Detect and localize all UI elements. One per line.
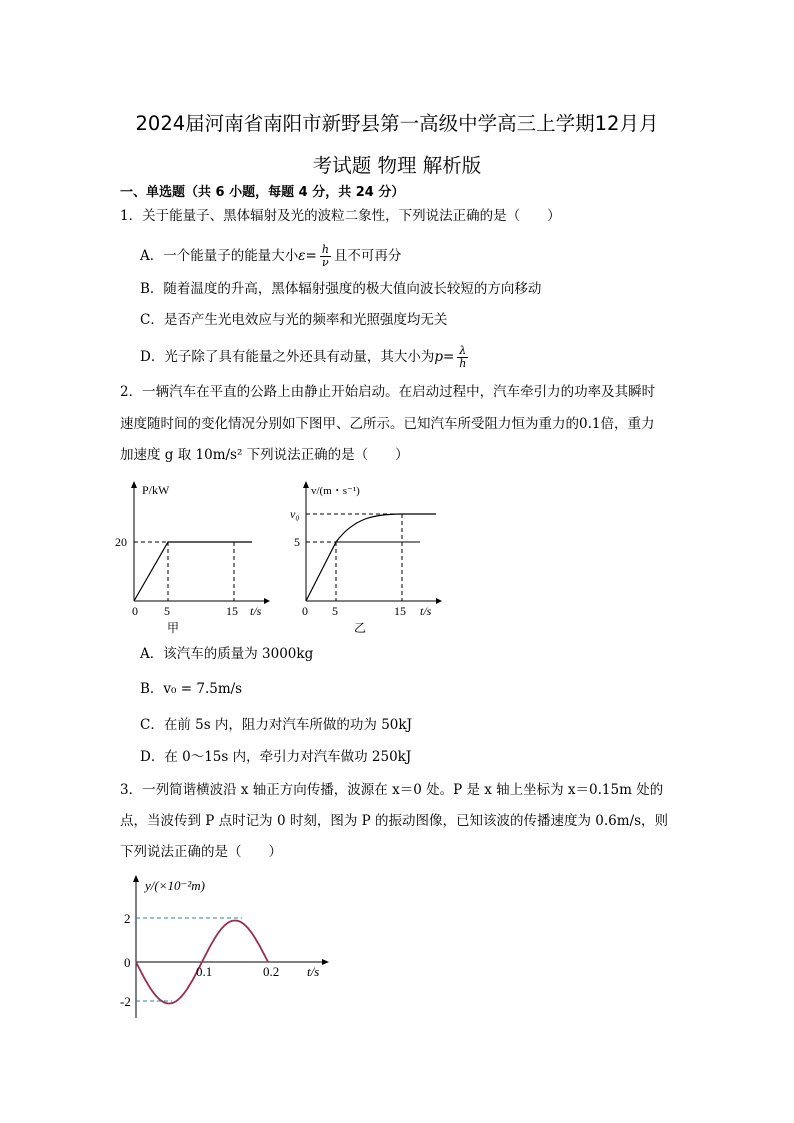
graph-a-origin: 0 xyxy=(132,604,138,618)
graph-a-ytick-20: 20 xyxy=(115,535,127,549)
graph-q3-xtick-0.1: 0.1 xyxy=(196,964,213,979)
graph-b-xlabel: t/s xyxy=(420,604,432,618)
graph-q3-ylabel: y/(×10⁻²m) xyxy=(145,878,205,893)
section-heading: 一、单选题（共 6 小题，每题 4 分，共 24 分） xyxy=(120,185,405,200)
document-title-line1: 2024届河南省南阳市新野县第一高级中学高三上学期12月月 xyxy=(135,112,659,135)
graph-a-xtick-5: 5 xyxy=(164,604,170,618)
graph-a-caption: 甲 xyxy=(167,621,180,635)
q3-stem-line1: 3．一列简谐横波沿 x 轴正方向传播，波源在 x＝0 处。P 是 x 轴上坐标为 x＝0.15m 处的 xyxy=(120,782,664,798)
q2-stem-line3: 加速度 g 取 10m/s² 下列说法正确的是（ ） xyxy=(120,447,409,463)
q1-d-fraction: $\frac{\lambda}{h}$ xyxy=(459,344,467,370)
q1-option-b: B．随着温度的升高，黑体辐射强度的极大值向波长较短的方向移动 xyxy=(140,281,542,297)
graph-b-ytick-5: 5 xyxy=(294,535,300,549)
q1-a-fraction: $\frac{h}{\nu}$ xyxy=(321,243,329,269)
q2-option-c: C．在前 5s 内，阻力对汽车所做的功为 50kJ xyxy=(140,717,412,733)
q2-option-b: B．v₀ = 7.5m/s xyxy=(140,681,243,697)
graph-a-ylabel: P/kW xyxy=(142,483,170,497)
q2-option-d: D．在 0～15s 内，牵引力对汽车做功 250kJ xyxy=(140,749,412,765)
q2-stem-line2: 速度随时间的变化情况分别如下图甲、乙所示。已知汽车所受阻力恒为重力的0.1倍，重力 xyxy=(120,416,655,432)
q3-stem-line3: 下列说法正确的是（ ） xyxy=(120,844,282,860)
graph-q3-ytick-2: 2 xyxy=(124,911,131,926)
power-time-graph xyxy=(112,476,272,636)
velocity-time-graph xyxy=(284,476,444,636)
q3-stem-line2: 点，当波传到 P 点时记为 0 时刻，图为 P 的振动图像，已知该波的传播速度为 0.6m/s，则 xyxy=(120,813,669,829)
q1-option-d: D．光子除了具有能量之外还具有动量，其大小为p= $\frac{\lambda}{h}$ xyxy=(140,344,467,370)
graph-b-ylabel: v/(m・s⁻¹) xyxy=(311,485,360,497)
document-title-line2: 考试题 物理 解析版 xyxy=(312,154,482,177)
q1-option-a: A．一个能量子的能量大小ε= $\frac{h}{\nu}$ 且不可再分 xyxy=(140,243,402,269)
graph-b-xtick-15: 15 xyxy=(394,604,406,618)
graph-q3-xlabel: t/s xyxy=(307,964,320,979)
graph-a-xlabel: t/s xyxy=(250,604,262,618)
graph-b-xtick-5: 5 xyxy=(332,604,338,618)
q1-option-c: C．是否产生光电效应与光的频率和光照强度均无关 xyxy=(140,312,448,328)
q2-stem-line1: 2．一辆汽车在平直的公路上由静止开始启动。在启动过程中，汽车牵引力的功率及其瞬时 xyxy=(120,384,656,400)
graph-q3-ytick-0: 0 xyxy=(124,955,131,970)
graph-b-caption: 乙 xyxy=(354,621,367,635)
graph-a-xtick-15: 15 xyxy=(226,604,238,618)
graph-b-origin: 0 xyxy=(302,604,308,618)
graph-q3-ytick-neg2: -2 xyxy=(120,994,131,1009)
q1-stem: 1．关于能量子、黑体辐射及光的波粒二象性，下列说法正确的是（ ） xyxy=(120,208,561,224)
vibration-graph xyxy=(112,870,342,1025)
graph-q3-xtick-0.2: 0.2 xyxy=(263,964,280,979)
graph-b-ytick-v0: v₀ xyxy=(290,507,300,521)
q2-option-a: A．该汽车的质量为 3000kg xyxy=(140,646,314,662)
